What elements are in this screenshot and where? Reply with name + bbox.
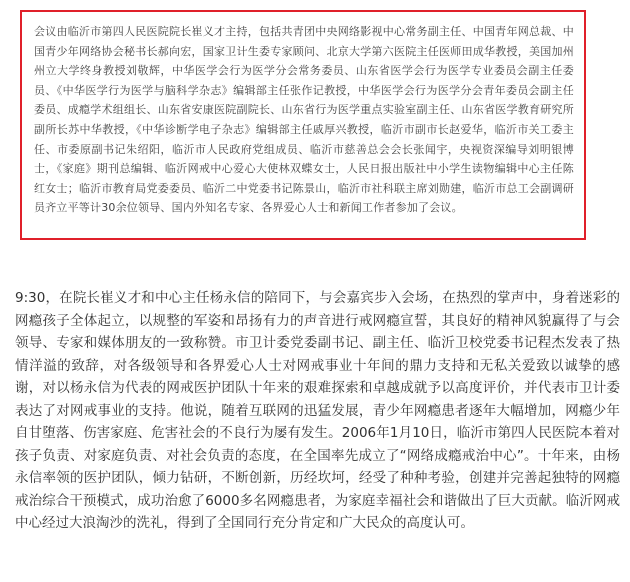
attendees-paragraph: 会议由临沂市第四人民医院院长崔义才主持，包括共青团中央网络影视中心常务副主任、中国青年网总裁、中国青少年网络协会秘书长郝向宏，国家卫计生委专家顾问、北京大学第六医院主任医师田成华教授，美国加州州立大学终身教授刘敬辉，中华医学会行为医学分会常务委员、山东省医学会行为医学专业委员会副主任委员、《中华医学行为医学与脑科学杂志》编辑部主任张作记教授，中华医学会行为医学分会青年委员会副主任委员、成瘾学术组组长、山东省安康医院副院长、山东省行为医学重点实验室副主任、山东省医学教育研究所副所长苏中华教授，《中华诊断学电子杂志》编辑部主任戚厚兴教授，临沂市副市长赵爱华，临沂市关工委主任、市委原副书记朱绍阳，临沂市人民政府党组成员、临沂市慈善总会会长张闻宇，央视资深编导刘明银博士，《家庭》期刊总编辑、临沂网戒中心爱心大使林双蝶女士，人民日报出版社中小学生读物编辑中心主任陈红女士；临沂市教育局党委委员、临沂二中党委书记陈景山，临沂市社科联主席刘勋建，临沂市总工会副调研员齐立平等计30余位领导、国内外知名专家、各界爱心人士和新闻工作者参加了会议。 bbox=[34, 25, 574, 215]
highlight-box bbox=[20, 10, 586, 240]
body-paragraph: 9:30，在院长崔义才和中心主任杨永信的陪同下，与会嘉宾步入会场，在热烈的掌声中，身着迷彩的网瘾孩子全体起立，以规整的军姿和昂扬有力的声音进行戒网瘾宣誓，其良好的精神风貌赢得了与会领导、专家和媒体朋友的一致称赞。市卫计委党委副书记、副主任、临沂卫校党委书记程杰发表了热情洋溢的致辞，对各级领导和各界爱心人士对网戒事业十年间的鼎力支持和无私关爱致以诚挚的感谢，对以杨永信为代表的网戒医护团队十年来的艰难探索和卓越成就予以高度评价，并代表市卫计委表达了对网戒事业的支持。他说，随着互联网的迅猛发展，青少年网瘾患者逐年大幅增加，网瘾少年自甘堕落、伤害家庭、危害社会的不良行为屡有发生。2006年1月10日，临沂市第四人民医院本着对孩子负责、对家庭负责、对社会负责的态度，在全国率先成立了“网络成瘾戒治中心”。十年来，由杨永信率领的医护团队，倾力钻研，不断创新，历经坎坷，经受了种种考验，创建并完善起独特的网瘾戒治综合干预模式，成功治愈了6000多名网瘾患者，为家庭幸福社会和谐做出了巨大贡献。临沂网戒中心经过大浪淘沙的洗礼，得到了全国同行充分肯定和广大民众的高度认可。 bbox=[15, 290, 620, 531]
